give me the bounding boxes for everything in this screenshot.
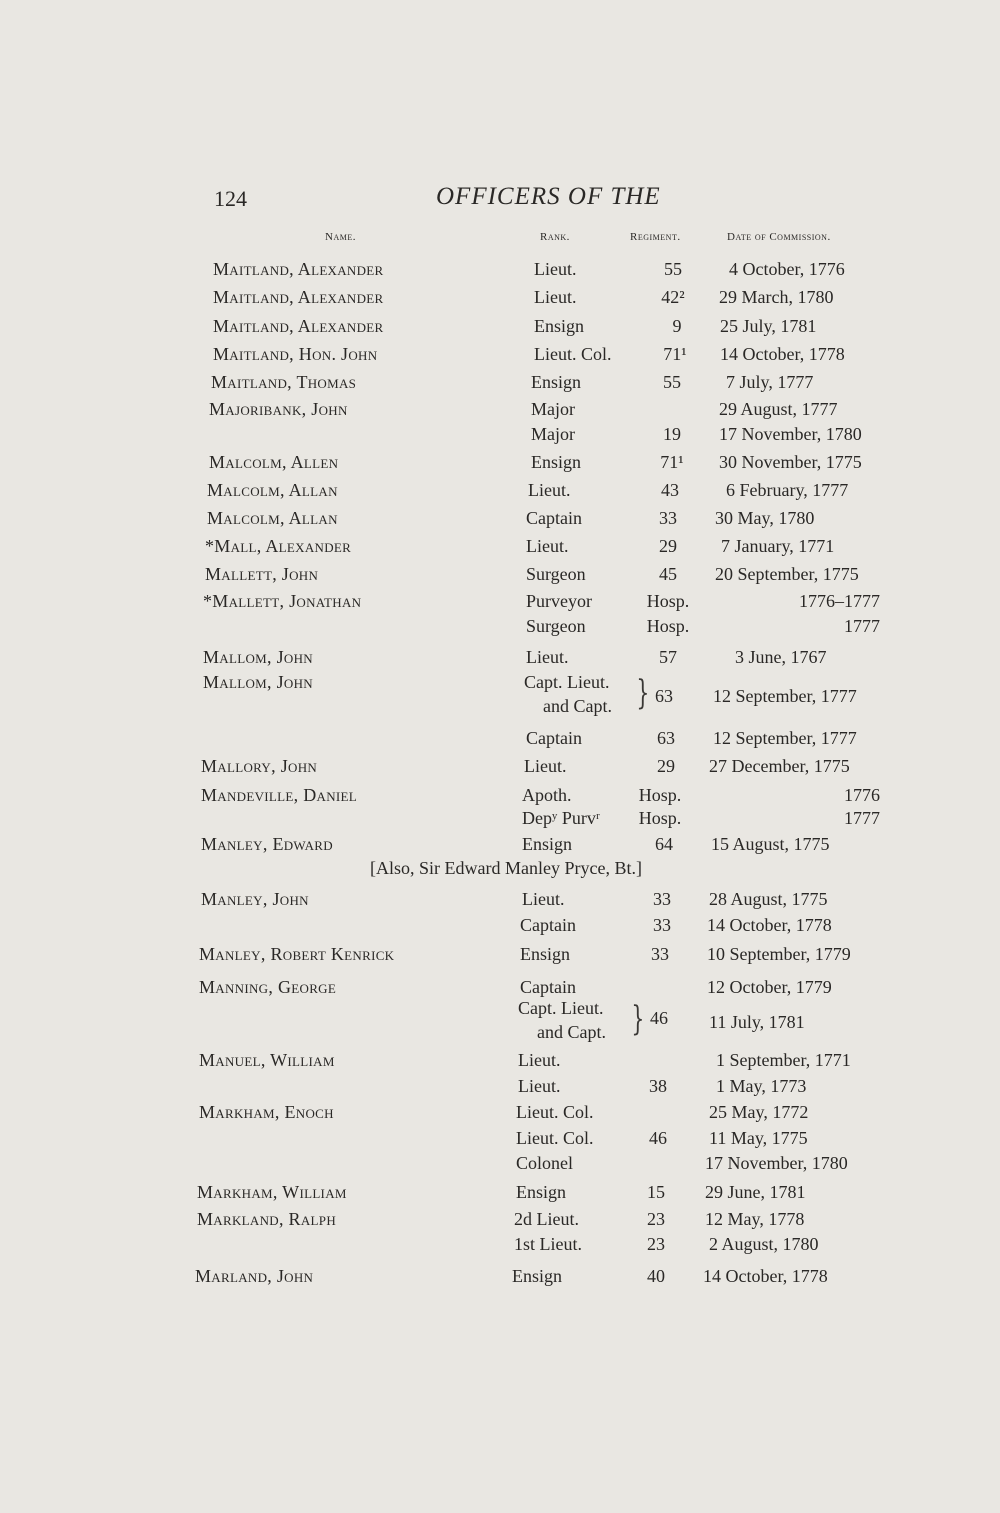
regiment: 33 (653, 889, 671, 909)
rank-line-2: and Capt. (543, 696, 612, 716)
rank: Lieut. (524, 756, 567, 776)
table-row (0, 589, 1000, 613)
rank: Surgeon (526, 616, 586, 636)
regiment: 63 (655, 686, 673, 706)
commission-date: 12 October, 1779 (707, 977, 832, 997)
commission-date: 11 May, 1775 (709, 1128, 808, 1148)
regiment: 19 (663, 424, 681, 444)
table-row (0, 534, 1000, 558)
commission-date: 1 May, 1773 (716, 1076, 807, 1096)
column-header-rank: Rank. (540, 231, 570, 243)
table-row (0, 478, 1000, 502)
table-row (0, 342, 1000, 366)
officer-name: Maitland, Thomas (211, 372, 357, 392)
regiment: 38 (649, 1076, 667, 1096)
commission-date: 30 November, 1775 (719, 452, 862, 472)
brace: } (631, 999, 645, 1039)
rank-line-1: Capt. Lieut. (524, 672, 610, 692)
officer-name: Malcolm, Allan (207, 480, 338, 500)
column-header-date: Date of Commission. (727, 231, 831, 243)
rank: Ensign (512, 1266, 563, 1286)
rank: Colonel (516, 1153, 573, 1173)
regiment: 63 (657, 728, 675, 748)
commission-date: 1777 (844, 808, 880, 828)
regiment: 29 (657, 756, 675, 776)
commission-date: 11 July, 1781 (709, 1012, 805, 1032)
rank: Lieut. (534, 259, 577, 279)
commission-date: 14 October, 1778 (703, 1266, 828, 1286)
regiment: Hosp. (638, 808, 682, 828)
officer-name: Markland, Ralph (197, 1209, 337, 1229)
table-row (0, 783, 1000, 807)
officer-name: Manning, George (199, 977, 337, 997)
commission-date: 3 June, 1767 (735, 647, 827, 667)
rank: Lieut. (528, 480, 571, 500)
table-row (0, 422, 1000, 446)
rank: Ensign (520, 944, 571, 964)
table-row (0, 562, 1000, 586)
commission-date: 27 December, 1775 (709, 756, 850, 776)
officer-name: Marland, John (195, 1266, 314, 1286)
table-row (0, 1100, 1000, 1124)
regiment: 45 (659, 564, 677, 584)
table-row (0, 397, 1000, 421)
officer-name: Maitland, Alexander (213, 287, 384, 307)
table-row (0, 806, 1000, 830)
table-row (0, 726, 1000, 750)
officer-name: Manley, John (201, 889, 309, 909)
rank: Captain (520, 915, 576, 935)
commission-date: 7 January, 1771 (721, 536, 835, 556)
rank: Lieut. Col. (516, 1128, 594, 1148)
commission-date: 12 September, 1777 (713, 728, 857, 748)
regiment: 42² (661, 287, 685, 307)
rank: 1st Lieut. (514, 1234, 582, 1254)
table-row (0, 832, 1000, 856)
running-head: OFFICERS OF THE (436, 183, 661, 210)
commission-date: 29 August, 1777 (719, 399, 838, 419)
commission-date: 4 October, 1776 (729, 259, 845, 279)
rank: Ensign (522, 834, 573, 854)
officer-name: *Mall, Alexander (205, 536, 352, 556)
commission-date: 20 September, 1775 (715, 564, 859, 584)
regiment: 57 (659, 647, 677, 667)
rank: Captain (526, 728, 582, 748)
rank: Ensign (516, 1182, 567, 1202)
regiment: 33 (653, 915, 671, 935)
commission-date: 29 June, 1781 (705, 1182, 806, 1202)
commission-date: 7 July, 1777 (726, 372, 814, 392)
regiment: 46 (649, 1128, 667, 1148)
table-row (0, 1074, 1000, 1098)
column-header-name: Name. (325, 231, 356, 243)
table-row (0, 285, 1000, 309)
regiment: Hosp. (638, 785, 682, 805)
rank: Surgeon (526, 564, 586, 584)
officer-name: Maitland, Hon. John (213, 344, 378, 364)
rank: Major (531, 399, 575, 419)
officer-name: Malcolm, Allen (209, 452, 339, 472)
officer-name: Majoribank, John (209, 399, 348, 419)
officer-name: Manley, Edward (201, 834, 333, 854)
officer-name: Mallory, John (201, 756, 318, 776)
rank: 2d Lieut. (514, 1209, 579, 1229)
table-row (0, 1048, 1000, 1072)
rank: Lieut. (522, 889, 565, 909)
officer-name: Mallom, John (203, 647, 313, 667)
regiment: 33 (651, 944, 669, 964)
commission-date: 14 October, 1778 (720, 344, 845, 364)
commission-date: 1776 (844, 785, 880, 805)
commission-date: 1777 (844, 616, 880, 636)
rank-line-1: Capt. Lieut. (518, 998, 604, 1018)
rank: Purveyor (526, 591, 592, 611)
regiment: 55 (663, 372, 681, 392)
commission-date: 10 September, 1779 (707, 944, 851, 964)
rank-line-2: and Capt. (537, 1022, 606, 1042)
regiment: 71¹ (660, 452, 684, 472)
regiment: 46 (650, 1008, 668, 1028)
table-row (0, 614, 1000, 638)
commission-date: 25 July, 1781 (720, 316, 817, 336)
table-row (0, 975, 1000, 999)
rank: Lieut. Col. (516, 1102, 594, 1122)
commission-date: 14 October, 1778 (707, 915, 832, 935)
commission-date: 2 August, 1780 (709, 1234, 819, 1254)
rank: Lieut. (534, 287, 577, 307)
commission-date: 29 March, 1780 (719, 287, 834, 307)
table-row (0, 672, 1000, 722)
regiment: 15 (647, 1182, 665, 1202)
officer-name: Manuel, William (199, 1050, 335, 1070)
table-row (0, 314, 1000, 338)
table-row (0, 645, 1000, 669)
regiment: 64 (655, 834, 673, 854)
rank: Major (531, 424, 575, 444)
table-row (0, 370, 1000, 394)
officer-name: Mallett, John (205, 564, 319, 584)
commission-date: 6 February, 1777 (726, 480, 849, 500)
rank: Lieut. (526, 536, 569, 556)
commission-date: 15 August, 1775 (711, 834, 830, 854)
officer-name: Markham, William (197, 1182, 347, 1202)
regiment: 9 (672, 316, 682, 336)
table-row (0, 942, 1000, 966)
officer-name: Maitland, Alexander (213, 259, 384, 279)
table-row (0, 1126, 1000, 1150)
regiment: Hosp. (646, 591, 690, 611)
page-number: 124 (214, 186, 247, 211)
column-header-regiment: Regiment. (630, 231, 681, 243)
commission-date: 12 May, 1778 (705, 1209, 805, 1229)
rank: Apoth. (522, 785, 572, 805)
table-row (0, 887, 1000, 911)
table-row (0, 257, 1000, 281)
rank: Captain (526, 508, 582, 528)
rank: Ensign (531, 452, 582, 472)
officer-name: Manley, Robert Kenrick (199, 944, 395, 964)
commission-date: 17 November, 1780 (705, 1153, 848, 1173)
regiment: 55 (664, 259, 682, 279)
note: [Also, Sir Edward Manley Pryce, Bt.] (370, 858, 642, 878)
officer-name: Maitland, Alexander (213, 316, 384, 336)
rank: Ensign (534, 316, 585, 336)
commission-date: 25 May, 1772 (709, 1102, 809, 1122)
regiment: 23 (647, 1234, 665, 1254)
commission-date: 12 September, 1777 (713, 686, 857, 706)
rank: Lieut. (526, 647, 569, 667)
table-row (0, 450, 1000, 474)
rank: Lieut. (518, 1076, 561, 1096)
rank: Captain (520, 977, 576, 997)
rank: Ensign (531, 372, 582, 392)
officer-name: Malcolm, Allan (207, 508, 338, 528)
officer-name: Mallom, John (203, 672, 313, 692)
regiment: 23 (647, 1209, 665, 1229)
commission-date: 1776–1777 (799, 591, 880, 611)
rank: Depʸ Purvʳ (522, 808, 600, 828)
brace: } (636, 673, 650, 713)
regiment: 71¹ (663, 344, 687, 364)
rank: Lieut. (518, 1050, 561, 1070)
regiment: 33 (659, 508, 677, 528)
table-row (0, 1232, 1000, 1256)
table-row (0, 1180, 1000, 1204)
table-row (0, 1151, 1000, 1175)
table-row (0, 1207, 1000, 1231)
commission-date: 1 September, 1771 (716, 1050, 851, 1070)
table-row (0, 998, 1000, 1048)
regiment: 29 (659, 536, 677, 556)
table-row (0, 506, 1000, 530)
officer-name: Markham, Enoch (199, 1102, 334, 1122)
table-row (0, 913, 1000, 937)
commission-date: 17 November, 1780 (719, 424, 862, 444)
rank: Lieut. Col. (534, 344, 612, 364)
regiment: Hosp. (646, 616, 690, 636)
officer-name: *Mallett, Jonathan (203, 591, 362, 611)
table-row (0, 1264, 1000, 1288)
commission-date: 30 May, 1780 (715, 508, 815, 528)
commission-date: 28 August, 1775 (709, 889, 828, 909)
regiment: 40 (647, 1266, 665, 1286)
regiment: 43 (661, 480, 679, 500)
officer-name: Mandeville, Daniel (201, 785, 358, 805)
table-row (0, 754, 1000, 778)
